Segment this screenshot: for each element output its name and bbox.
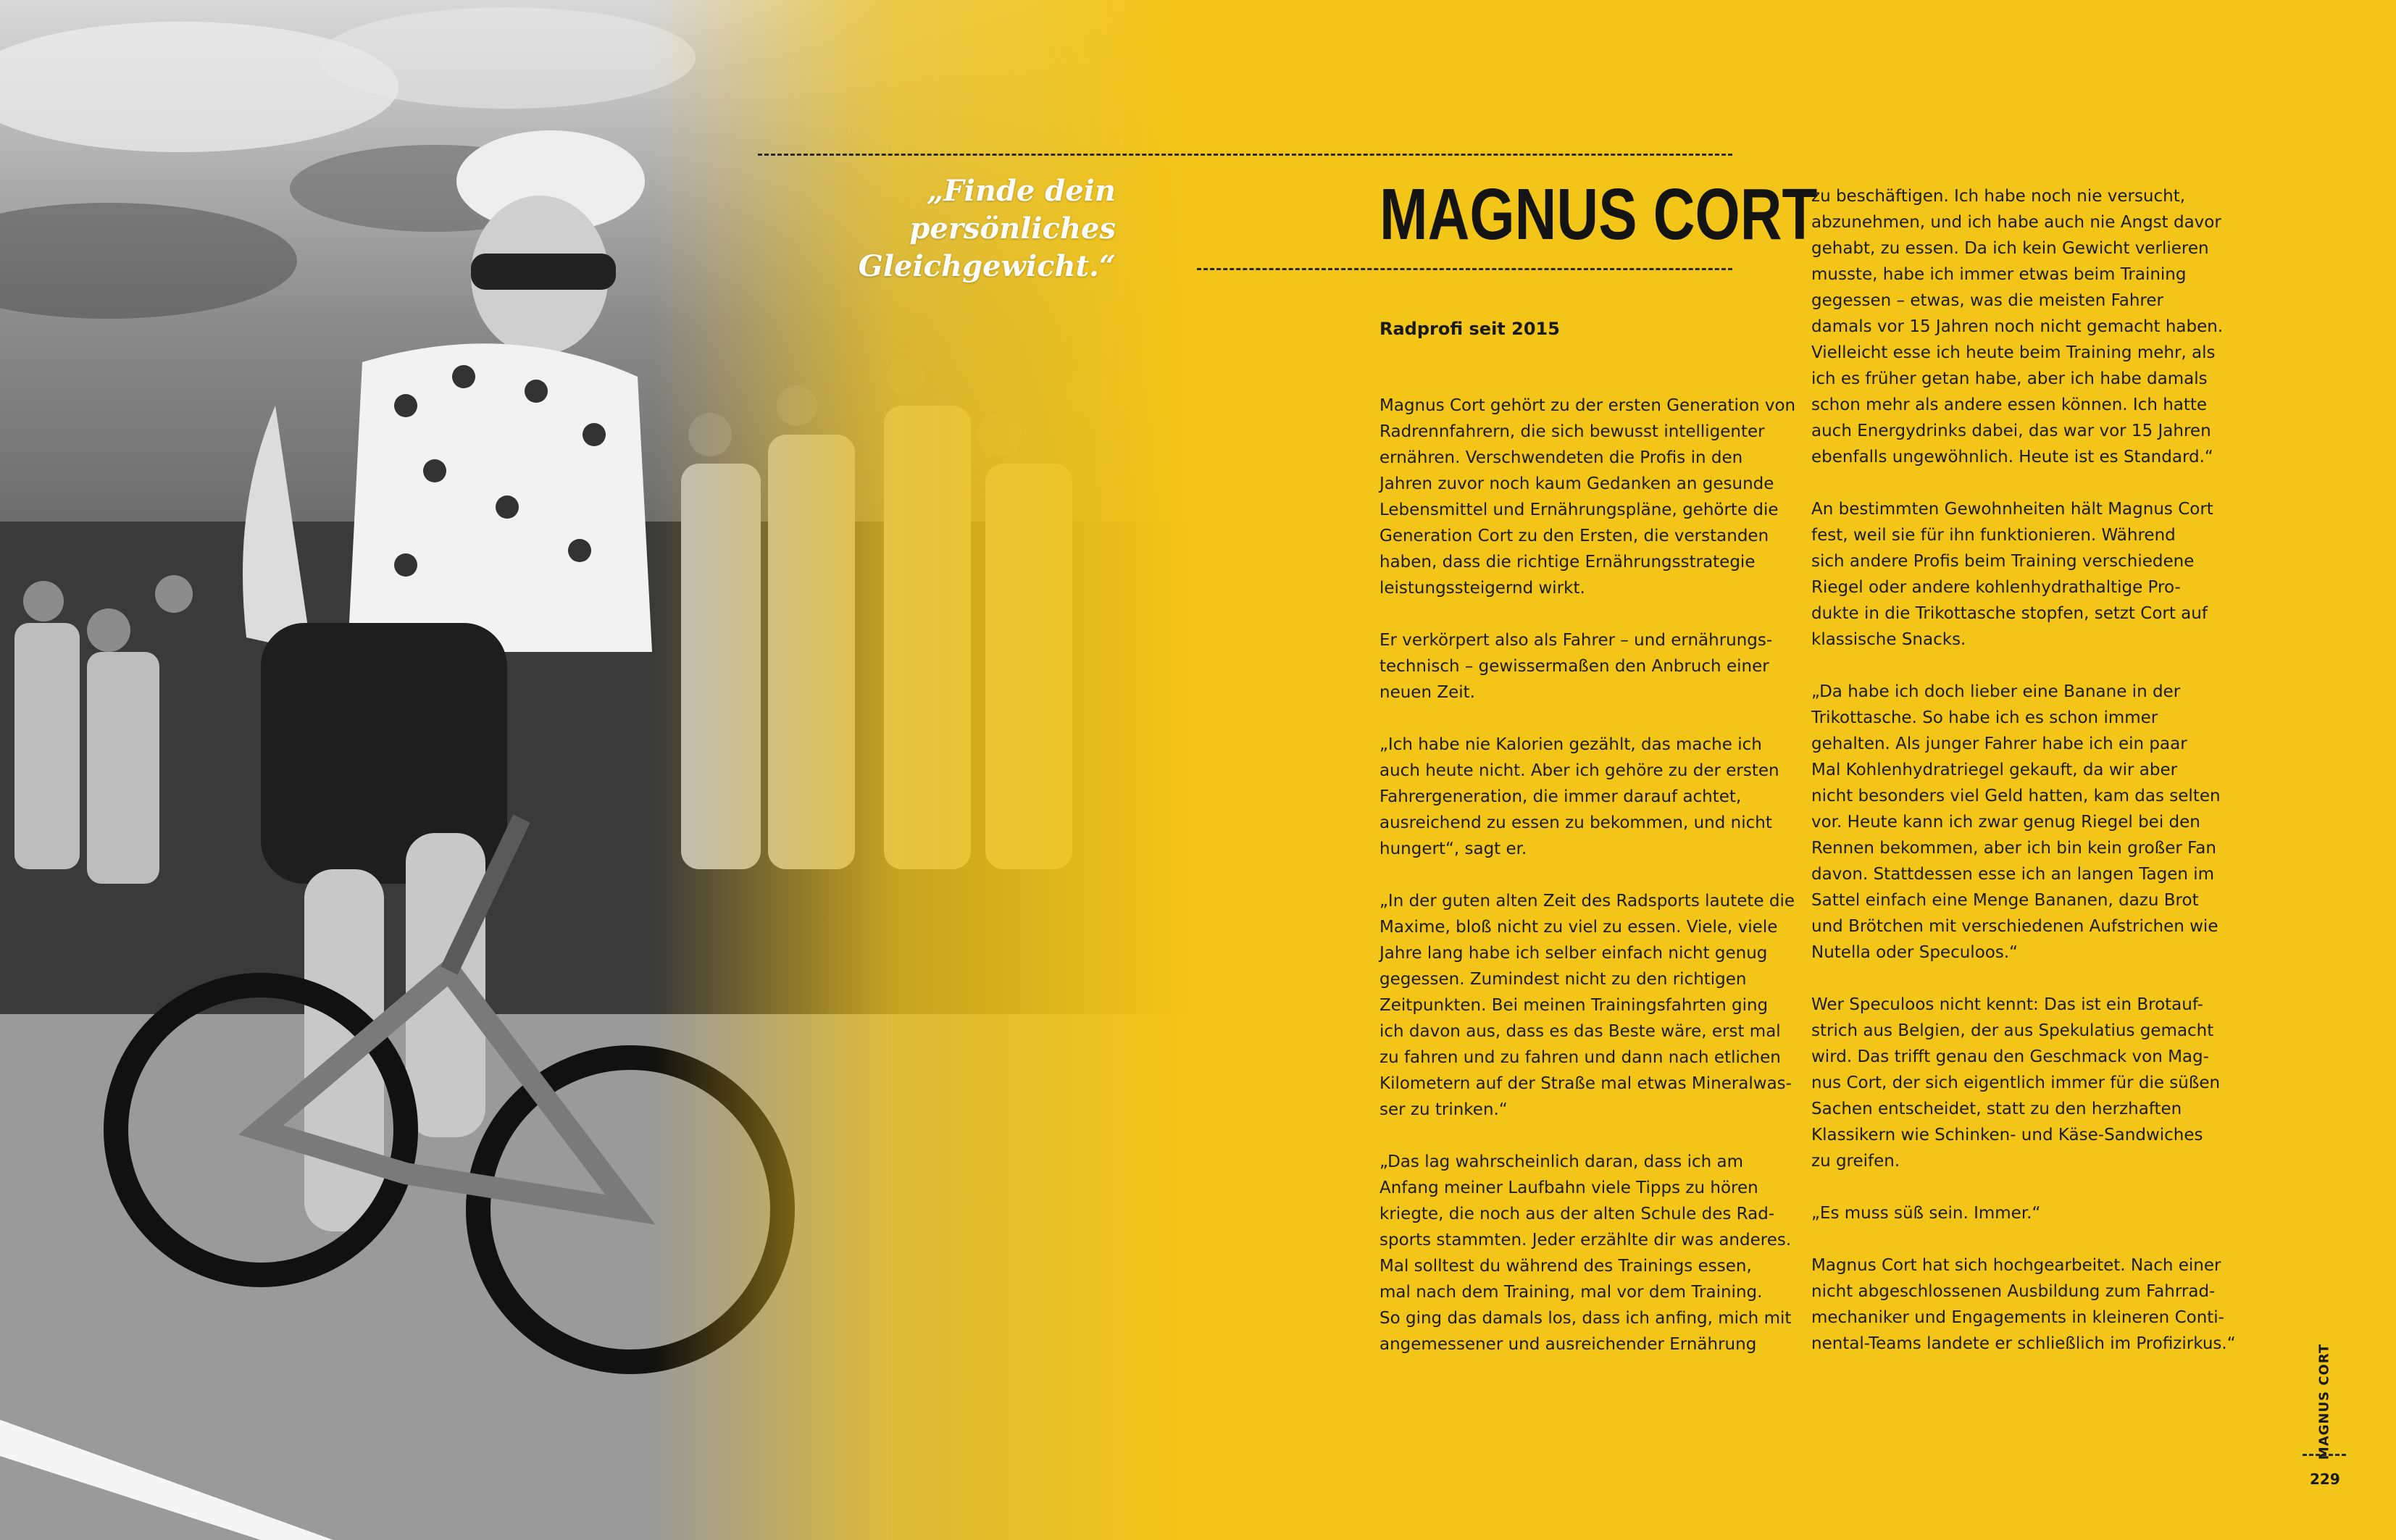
text-line: ebenfalls ungewöhnlich. Heute ist es Standard.“ — [1811, 448, 2213, 466]
text-line: „In der guten alten Zeit des Radsports lautete die — [1379, 892, 1795, 911]
text-line: „Da habe ich doch lieber eine Banane in der — [1811, 682, 2181, 701]
paragraph — [1811, 183, 2232, 470]
text-line: Jahre lang habe ich selber einfach nicht genug — [1379, 944, 1768, 963]
text-line: Generation Cort zu den Ersten, die verstanden — [1379, 527, 1769, 545]
text-line: ich davon aus, dass es das Beste wäre, erst mal — [1379, 1022, 1781, 1041]
text-line: angemessener und ausreichender Ernährung — [1379, 1335, 1757, 1354]
text-line: Er verkörpert also als Fahrer – und ernährungs- — [1379, 631, 1773, 650]
text-line: neuen Zeit. — [1379, 683, 1475, 702]
text-line: musste, habe ich immer etwas beim Training — [1811, 265, 2187, 284]
text-line: ernähren. Verschwendeten die Profis in den — [1379, 448, 1743, 467]
paragraph — [1811, 679, 2232, 966]
text-line: haben, dass die richtige Ernährungsstrategie — [1379, 553, 1756, 572]
text-line: Riegel oder andere kohlenhydrathaltige Pro- — [1811, 578, 2181, 597]
text-line: Rennen bekommen, aber ich bin kein großer Fan — [1811, 839, 2216, 858]
text-line: Magnus Cort hat sich hochgearbeitet. Nach einer — [1811, 1256, 2221, 1275]
text-line: Wer Speculoos nicht kennt: Das ist ein Brotauf- — [1811, 995, 2203, 1014]
text-line: gehabt, zu essen. Da ich kein Gewicht verlieren — [1811, 239, 2209, 258]
text-line: fest, weil sie für ihn funktionieren. Während — [1811, 526, 2176, 545]
text-line: auch Energydrinks dabei, das war vor 15 Jahren — [1811, 422, 2211, 440]
text-line: auch heute nicht. Aber ich gehöre zu der ersten — [1379, 761, 1779, 780]
pull-quote-line-1: „Finde dein persönliches — [909, 174, 1116, 246]
text-line: ich es früher getan habe, aber ich habe damals — [1811, 369, 2208, 388]
text-line: Sachen entscheidet, statt zu den herzhaften — [1811, 1100, 2182, 1118]
text-line: gegessen – etwas, was die meisten Fahrer — [1811, 291, 2163, 310]
paragraph — [1811, 1200, 2232, 1226]
text-line: und Brötchen mit verschiedenen Aufstrichen wie — [1811, 917, 2218, 936]
text-line: Maxime, bloß nicht zu viel zu essen. Viele, viele — [1379, 918, 1778, 937]
text-line: nicht besonders viel Geld hatten, kam das selten — [1811, 787, 2221, 805]
text-line: abzunehmen, und ich habe auch nie Angst davor — [1811, 213, 2221, 232]
text-line: vor. Heute kann ich zwar genug Riegel bei den — [1811, 813, 2200, 832]
text-line: leistungssteigernd wirkt. — [1379, 579, 1585, 598]
paragraph — [1811, 992, 2232, 1174]
text-line: „Das lag wahrscheinlich daran, dass ich am — [1379, 1152, 1744, 1171]
text-line: sports stammten. Jeder erzählte dir was anderes. — [1379, 1231, 1792, 1250]
text-line: „Es muss süß sein. Immer.“ — [1811, 1204, 2041, 1223]
text-line: nus Cort, der sich eigentlich immer für die süßen — [1811, 1074, 2221, 1092]
text-line: dukte in die Trikottasche stopfen, setzt Cort auf — [1811, 604, 2208, 623]
text-line: wird. Das trifft genau den Geschmack von Mag- — [1811, 1047, 2209, 1066]
text-line: So ging das damals los, dass ich anfing, mich mit — [1379, 1309, 1792, 1328]
text-line: nental-Teams landete er schließlich im Profizirkus.“ — [1811, 1334, 2236, 1353]
article-subtitle: Radprofi seit 2015 — [1379, 319, 1560, 339]
text-line: technisch – gewissermaßen den Anbruch einer — [1379, 657, 1769, 676]
text-line: damals vor 15 Jahren noch nicht gemacht haben. — [1811, 317, 2224, 336]
paragraph — [1379, 732, 1785, 862]
text-line: ausreichend zu essen zu bekommen, und nicht — [1379, 813, 1772, 832]
text-line: Trikottasche. So habe ich es schon immer — [1811, 708, 2158, 727]
text-line: Mal Kohlenhydratriegel gekauft, da wir aber — [1811, 761, 2178, 779]
text-line: hungert“, sagt er. — [1379, 840, 1527, 858]
text-line: mechaniker und Engagements in kleineren Conti- — [1811, 1308, 2224, 1327]
paragraph — [1379, 1149, 1792, 1357]
pull-quote-line-2: Gleichgewicht.“ — [858, 249, 1116, 283]
top-dashed-rule — [758, 154, 1732, 156]
text-line: Vielleicht esse ich heute beim Training mehr, als — [1811, 343, 2216, 362]
text-column-left — [1379, 393, 1796, 1357]
running-head-text: MAGNUS CORT — [2316, 1343, 2332, 1460]
text-line: zu beschäftigen. Ich habe noch nie versucht, — [1811, 187, 2186, 206]
text-line: An bestimmten Gewohnheiten hält Magnus Cort — [1811, 500, 2213, 519]
page-number: 229 — [2310, 1470, 2340, 1488]
text-line: Anfang meiner Laufbahn viele Tipps zu hören — [1379, 1179, 1758, 1197]
text-line: schon mehr als andere essen können. Ich hatte — [1811, 396, 2208, 414]
text-line: sich andere Profis beim Training verschiedene — [1811, 552, 2195, 571]
text-line: Radrennfahrern, die sich bewusst intelligenter — [1379, 422, 1765, 441]
paragraph — [1811, 496, 2232, 653]
text-line: gehalten. Als junger Fahrer habe ich ein paar — [1811, 735, 2187, 753]
text-line: ser zu trinken.“ — [1379, 1100, 1508, 1119]
text-line: Fahrergeneration, die immer darauf achtet, — [1379, 787, 1742, 806]
text-line: kriegte, die noch aus der alten Schule des Rad- — [1379, 1205, 1775, 1223]
text-line: Zeitpunkten. Bei meinen Trainingsfahrten ging — [1379, 996, 1769, 1015]
pull-quote — [725, 172, 1116, 285]
text-line: mal nach dem Training, mal vor dem Training. — [1379, 1283, 1763, 1302]
title-dashed-rule — [1197, 268, 1732, 270]
text-line: Klassikern wie Schinken- und Käse-Sandwiches — [1811, 1126, 2203, 1144]
text-line: zu fahren und zu fahren und dann nach etlichen — [1379, 1048, 1781, 1067]
text-line: Mal solltest du während des Trainings essen, — [1379, 1257, 1752, 1276]
text-column-right — [1811, 183, 2236, 1357]
text-line: Magnus Cort gehört zu der ersten Generation von — [1379, 396, 1796, 415]
text-line: Sattel einfach eine Menge Bananen, dazu Brot — [1811, 891, 2199, 910]
text-line: nicht abgeschlossenen Ausbildung zum Fahrrad- — [1811, 1282, 2216, 1301]
text-line: Jahren zuvor noch kaum Gedanken an gesunde — [1379, 474, 1774, 493]
running-head — [2303, 1343, 2346, 1460]
paragraph — [1379, 393, 1796, 601]
text-line: zu greifen. — [1811, 1152, 1900, 1171]
article-title: MAGNUS CORT — [1379, 174, 1818, 255]
text-line: Kilometern auf der Straße mal etwas Mineralwas- — [1379, 1074, 1792, 1093]
text-line: Lebensmittel und Ernährungspläne, gehörte die — [1379, 501, 1779, 519]
text-line: davon. Stattdessen esse ich an langen Tagen im — [1811, 865, 2215, 884]
text-line: strich aus Belgien, der aus Spekulatius gemacht — [1811, 1021, 2214, 1040]
text-line: gegessen. Zumindest nicht zu den richtigen — [1379, 970, 1747, 989]
text-line: Nutella oder Speculoos.“ — [1811, 943, 2019, 962]
paragraph — [1811, 1252, 2236, 1357]
text-line: klassische Snacks. — [1811, 630, 1966, 649]
paragraph — [1379, 627, 1785, 706]
text-line: „Ich habe nie Kalorien gezählt, das mache ich — [1379, 735, 1762, 754]
paragraph — [1379, 888, 1795, 1123]
